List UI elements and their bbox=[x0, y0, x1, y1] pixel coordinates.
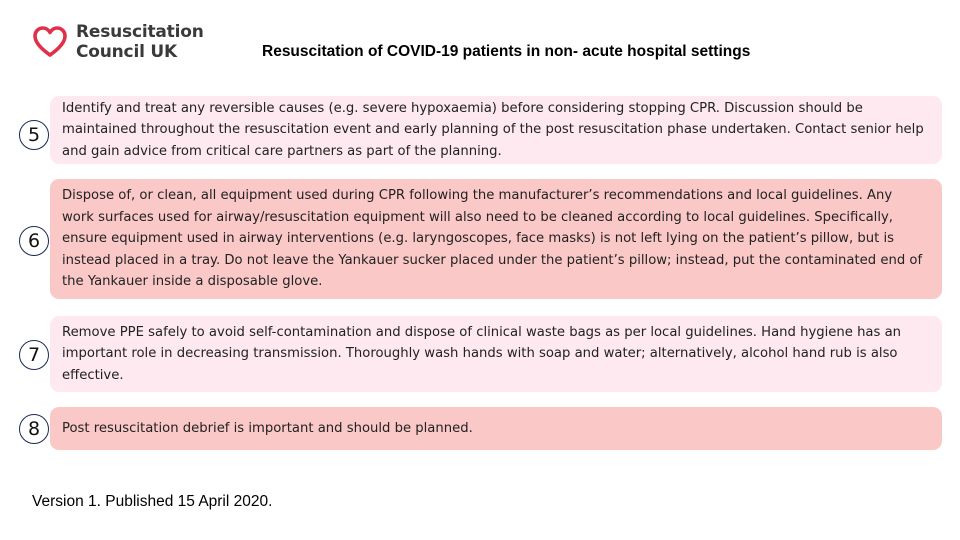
heart-icon bbox=[32, 24, 68, 60]
logo-line-2: Council UK bbox=[76, 42, 177, 62]
step-8-text: Post resuscitation debrief is important and should be planned. bbox=[62, 420, 473, 436]
logo-text bbox=[76, 22, 204, 62]
step-5-box bbox=[50, 96, 942, 164]
step-6-box bbox=[50, 179, 942, 299]
step-5-number: 5 bbox=[19, 120, 49, 150]
logo-line-1: Resuscitation bbox=[76, 22, 204, 42]
step-6-number: 6 bbox=[19, 226, 49, 256]
step-7-box bbox=[50, 316, 942, 392]
step-8-number: 8 bbox=[19, 414, 49, 444]
step-8-box bbox=[50, 407, 942, 450]
step-7-text: Remove PPE safely to avoid self-contamination and dispose of clinical waste bags as per local guidelines. Hand hygiene has an important role in decreasing transmission. Thoroughly wash hands with soap and water; alternatively, alcohol hand rub is also effective. bbox=[62, 324, 902, 383]
step-6-text: Dispose of, or clean, all equipment used during CPR following the manufacturer’s recommendations and local guidelines. Any work surfaces used for airway/resuscitation equipment will also need to be cleaned according to local guidelines. Specifically, ensure equipment used in airway interventions (e.g. laryngoscopes, face masks) is not left lying on the patient’s pillow, but is instead placed in a tray. Do not leave the Yankauer sucker placed under the patient’s pillow; instead, put the contaminated end of the Yankauer inside a disposable glove. bbox=[62, 188, 923, 290]
rcuk-logo bbox=[32, 22, 204, 62]
step-7-number: 7 bbox=[19, 340, 49, 370]
step-5-text: Identify and treat any reversible causes (e.g. severe hypoxaemia) before considering stopping CPR. Discussion should be maintained throughout the resuscitation event and early planning of the post resuscitation phase undertaken. Contact senior help and gain advice from critical care partners as part of the planning. bbox=[62, 100, 924, 159]
page-title: Resuscitation of COVID-19 patients in non- acute hospital settings bbox=[262, 43, 751, 60]
version-footer: Version 1. Published 15 April 2020. bbox=[32, 493, 273, 510]
